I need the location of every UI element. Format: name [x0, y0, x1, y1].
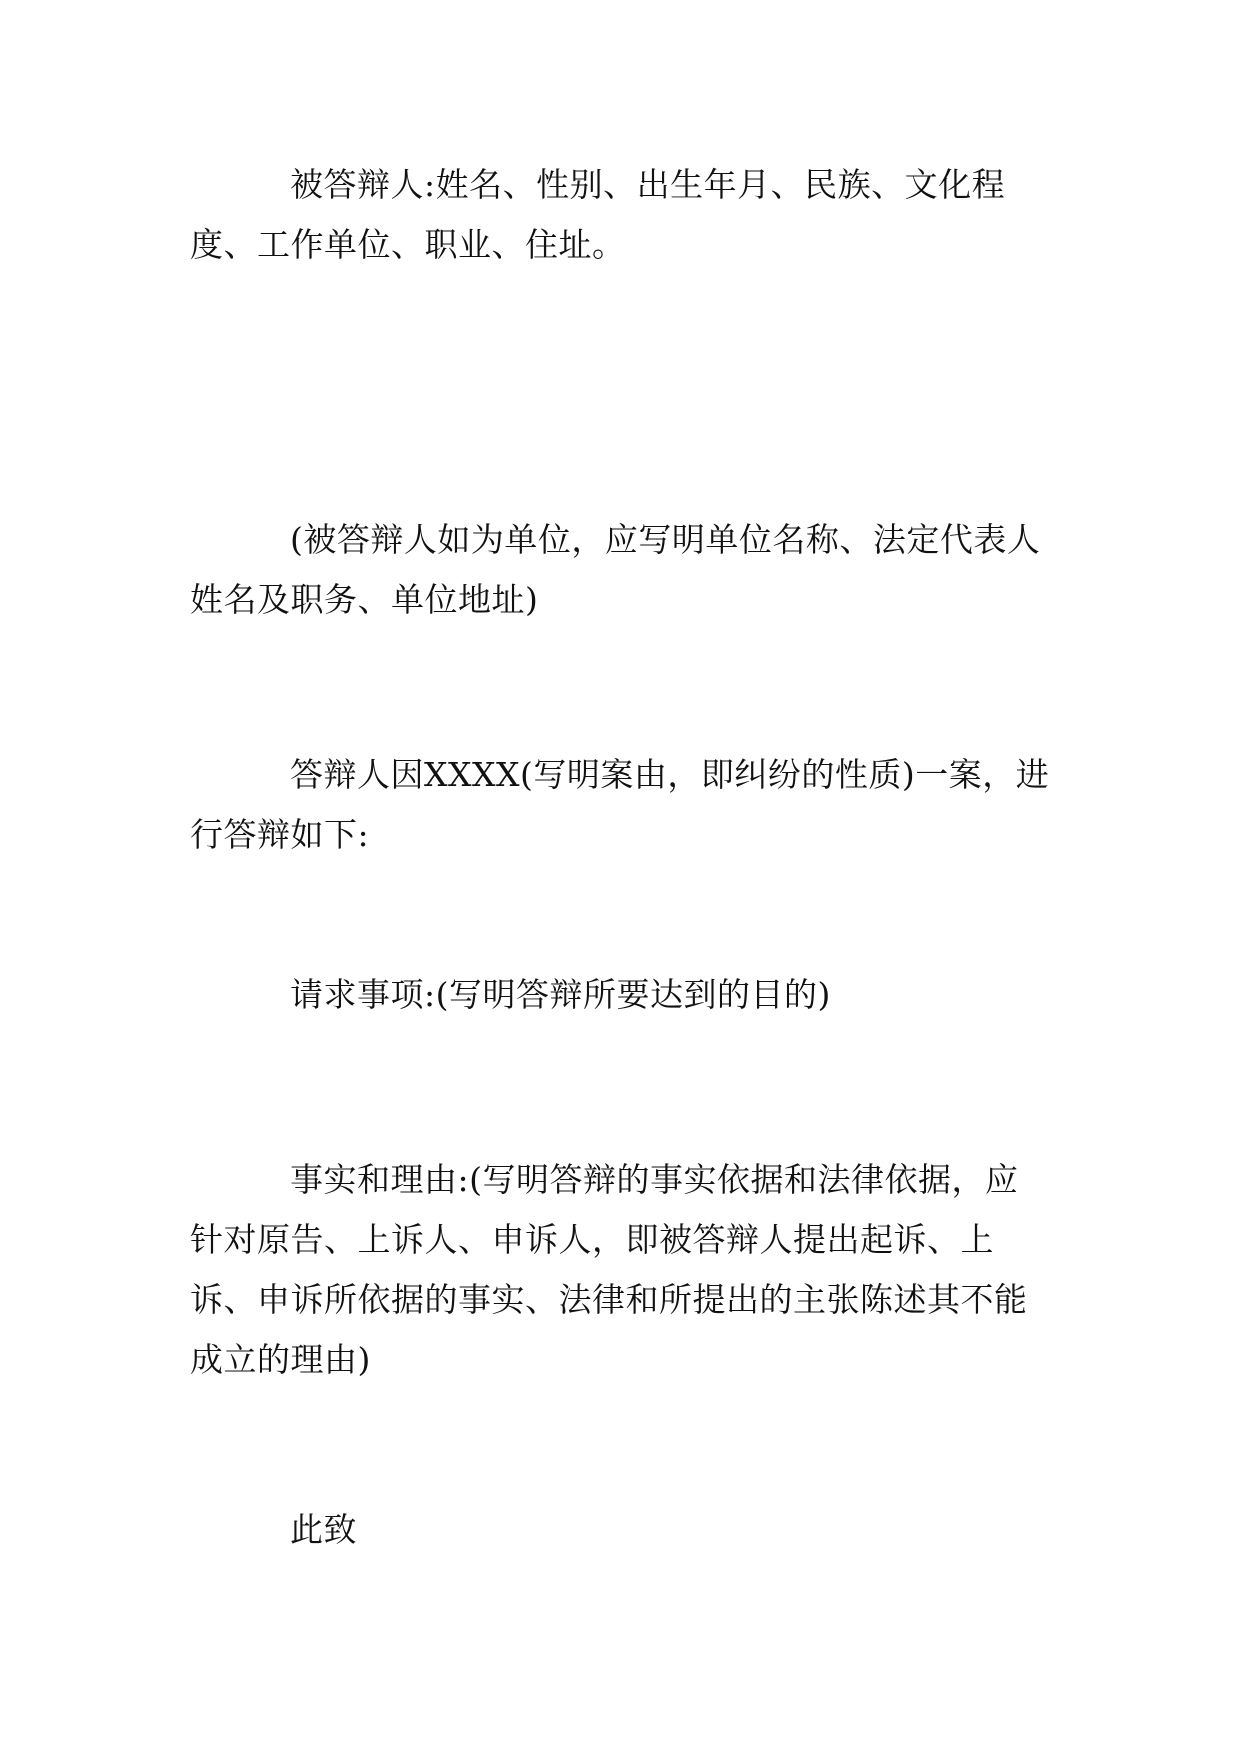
respondent-unit-note-paragraph: (被答辩人如为单位，应写明单位名称、法定代表人姓名及职务、单位地址): [190, 520, 1041, 619]
request-items-paragraph: 请求事项:(写明答辩所要达到的目的): [290, 975, 831, 1014]
respondent-info-paragraph: 被答辩人:姓名、性别、出生年月、民族、文化程度、工作单位、职业、住址。: [190, 165, 1006, 264]
facts-and-reasons-paragraph: 事实和理由:(写明答辩的事实依据和法律依据，应针对原告、上诉人、申诉人，即被答辩人提出起诉、上诉、申诉所依据的事实、法律和所提出的主张陈述其不能成立的理由): [190, 1160, 1028, 1379]
case-intro-paragraph: 答辩人因XXXX(写明案由，即纠纷的性质)一案，进行答辩如下:: [190, 755, 1050, 854]
closing-salutation: 此致: [290, 1510, 357, 1549]
